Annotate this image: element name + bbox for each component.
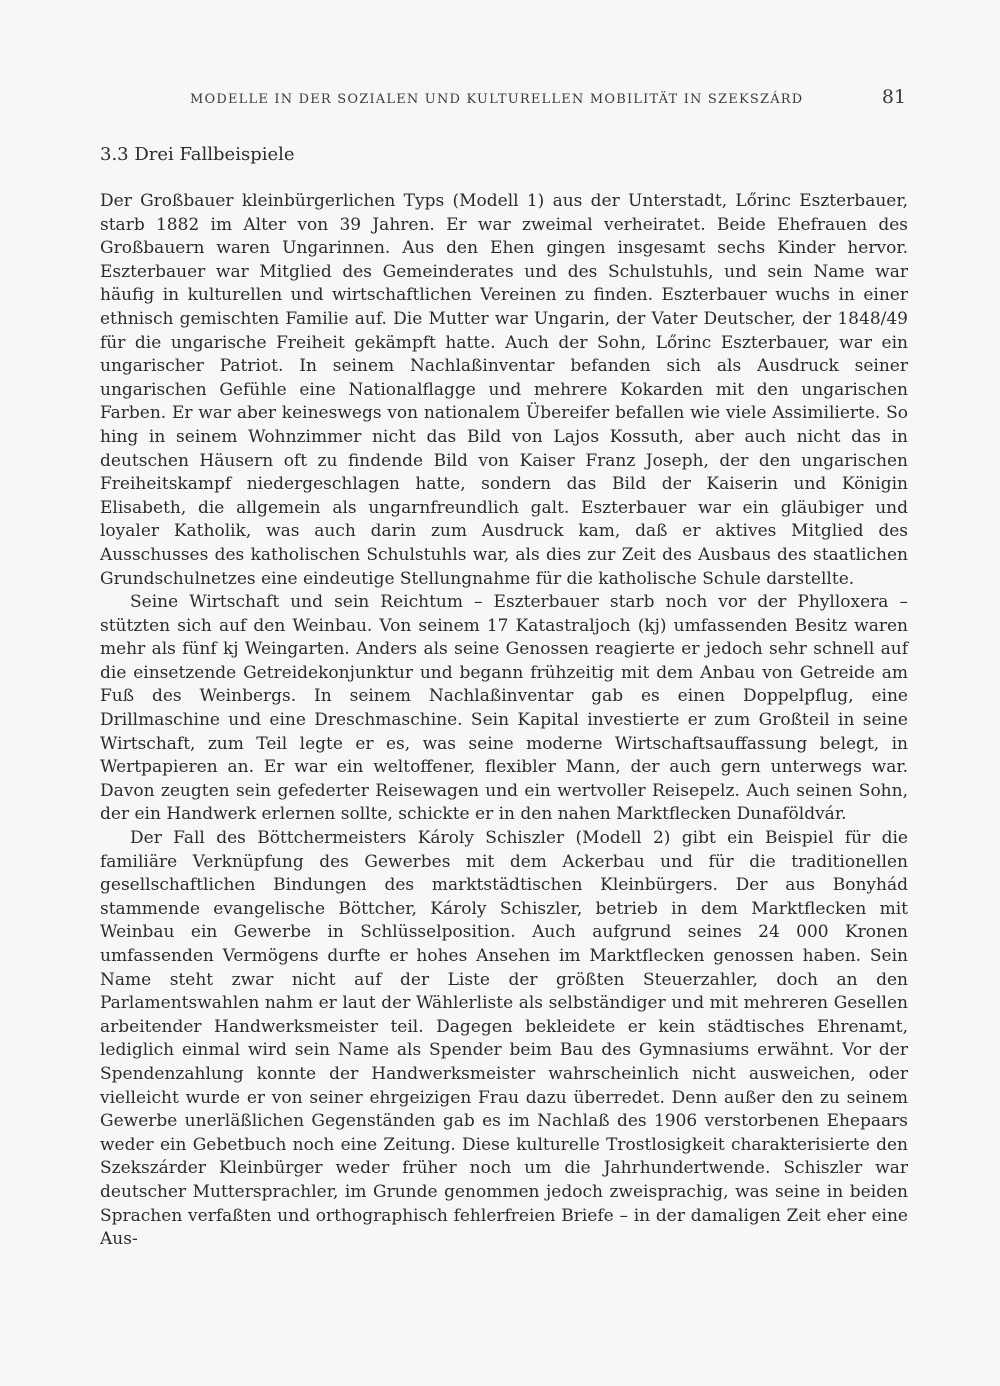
body-text <box>100 190 908 1252</box>
paragraph-wirtschaft: Seine Wirtschaft und sein Reichtum – Eszterbauer starb noch vor der Phylloxera – stützten sich auf den Weinbau. Von seinem 17 Katastraljoch (kj) umfassenden Besitz waren mehr als fünf kj Weingarten. Anders als seine Genossen reagierte er jedoch sehr schnell auf die einsetzende Getreidekonjunktur und begann frühzeitig mit dem Anbau von Getreide am Fuß des Weinbergs. In seinem Nachlaßinventar gab es einen Doppelpflug, eine Drillmaschine und eine Dreschmaschine. Sein Kapital investierte er zum Großteil in seine Wirtschaft, zum Teil legte er es, was seine moderne Wirtschaftsauffassung belegt, in Wertpapieren an. Er war ein weltoffener, flexibler Mann, der auch gern unterwegs war. Davon zeugten sein gefederter Reisewagen und ein wertvoller Reisepelz. Auch seinen Sohn, der ein Handwerk erlernen sollte, schickte er in den nahen Marktflecken Dunaföldvár. <box>100 592 908 825</box>
running-header-title: MODELLE IN DER SOZIALEN UND KULTURELLEN MOBILITÄT IN SZEKSZÁRD <box>190 92 804 107</box>
page-number: 81 <box>881 86 906 108</box>
paragraph-eszterbauer: Der Großbauer kleinbürgerlichen Typs (Modell 1) aus der Unterstadt, Lőrinc Eszterbauer, starb 1882 im Alter von 39 Jahren. Er war zweimal verheiratet. Beide Ehefrauen des Großbauern waren Ungarinnen. Aus den Ehen gingen insgesamt sechs Kinder hervor. Eszterbauer war Mitglied des Gemeinderates und des Schulstuhls, und sein Name war häufig in kulturellen und wirtschaftlichen Vereinen zu finden. Eszterbauer wuchs in einer ethnisch gemischten Familie auf. Die Mutter war Ungarin, der Vater Deutscher, der 1848/49 für die ungarische Freiheit gekämpft hatte. Auch der Sohn, Lőrinc Eszterbauer, war ein ungarischer Patriot. In seinem Nachlaßinventar befanden sich als Ausdruck seiner ungarischen Gefühle eine Nationalflagge und mehrere Kokarden mit den ungarischen Farben. Er war aber keineswegs von nationalem Übereifer befallen wie viele Assimilierte. So hing in seinem Wohnzimmer nicht das Bild von Lajos Kossuth, aber auch nicht das in deutschen Häusern oft zu findende Bild von Kaiser Franz Joseph, der den ungarischen Freiheitskampf niedergeschlagen hatte, sondern das Bild der Kaiserin und Königin Elisabeth, die allgemein als ungarnfreundlich galt. Eszterbauer war ein gläubiger und loyaler Katholik, was auch darin zum Ausdruck kam, daß er aktives Mitglied des Ausschusses des katholischen Schulstuhls war, als dies zur Zeit des Ausbaus des staatlichen Grundschulnetzes eine eindeutige Stellungnahme für die katholische Schule darstellte. <box>100 191 908 589</box>
section-heading: 3.3 Drei Fallbeispiele <box>100 144 295 165</box>
paragraph-schiszler: Der Fall des Böttchermeisters Károly Schiszler (Modell 2) gibt ein Beispiel für die familiäre Verknüpfung des Gewerbes mit dem Ackerbau und für die traditionellen gesellschaftlichen Bindungen des marktstädtischen Kleinbürgers. Der aus Bonyhád stammende evangelische Böttcher, Károly Schiszler, betrieb in dem Marktflecken mit Weinbau ein Gewerbe in Schlüsselposition. Auch aufgrund seines 24 000 Kronen umfassenden Vermögens durfte er hohes Ansehen im Marktflecken genossen haben. Sein Name steht zwar nicht auf der Liste der größten Steuerzahler, doch an den Parlamentswahlen nahm er laut der Wählerliste als selbständiger und mit mehreren Gesellen arbeitender Handwerksmeister teil. Dagegen bekleidete er kein städtisches Ehrenamt, lediglich einmal wird sein Name als Spender beim Bau des Gymnasiums erwähnt. Vor der Spendenzahlung konnte der Handwerksmeister wahrscheinlich nicht ausweichen, oder vielleicht wurde er von seiner ehrgeizigen Frau dazu überredet. Denn außer den zu seinem Gewerbe unerläßlichen Gegenständen gab es im Nachlaß des 1906 verstorbenen Ehepaars weder ein Gebetbuch noch eine Zeitung. Diese kulturelle Trostlosigkeit charakterisierte den Szekszárder Kleinbürger weder früher noch um die Jahrhundertwende. Schiszler war deutscher Muttersprachler, im Grunde genommen jedoch zweisprachig, was seine in beiden Sprachen verfaßten und orthographisch fehlerfreien Briefe – in der damaligen Zeit eher eine Aus- <box>100 828 908 1250</box>
